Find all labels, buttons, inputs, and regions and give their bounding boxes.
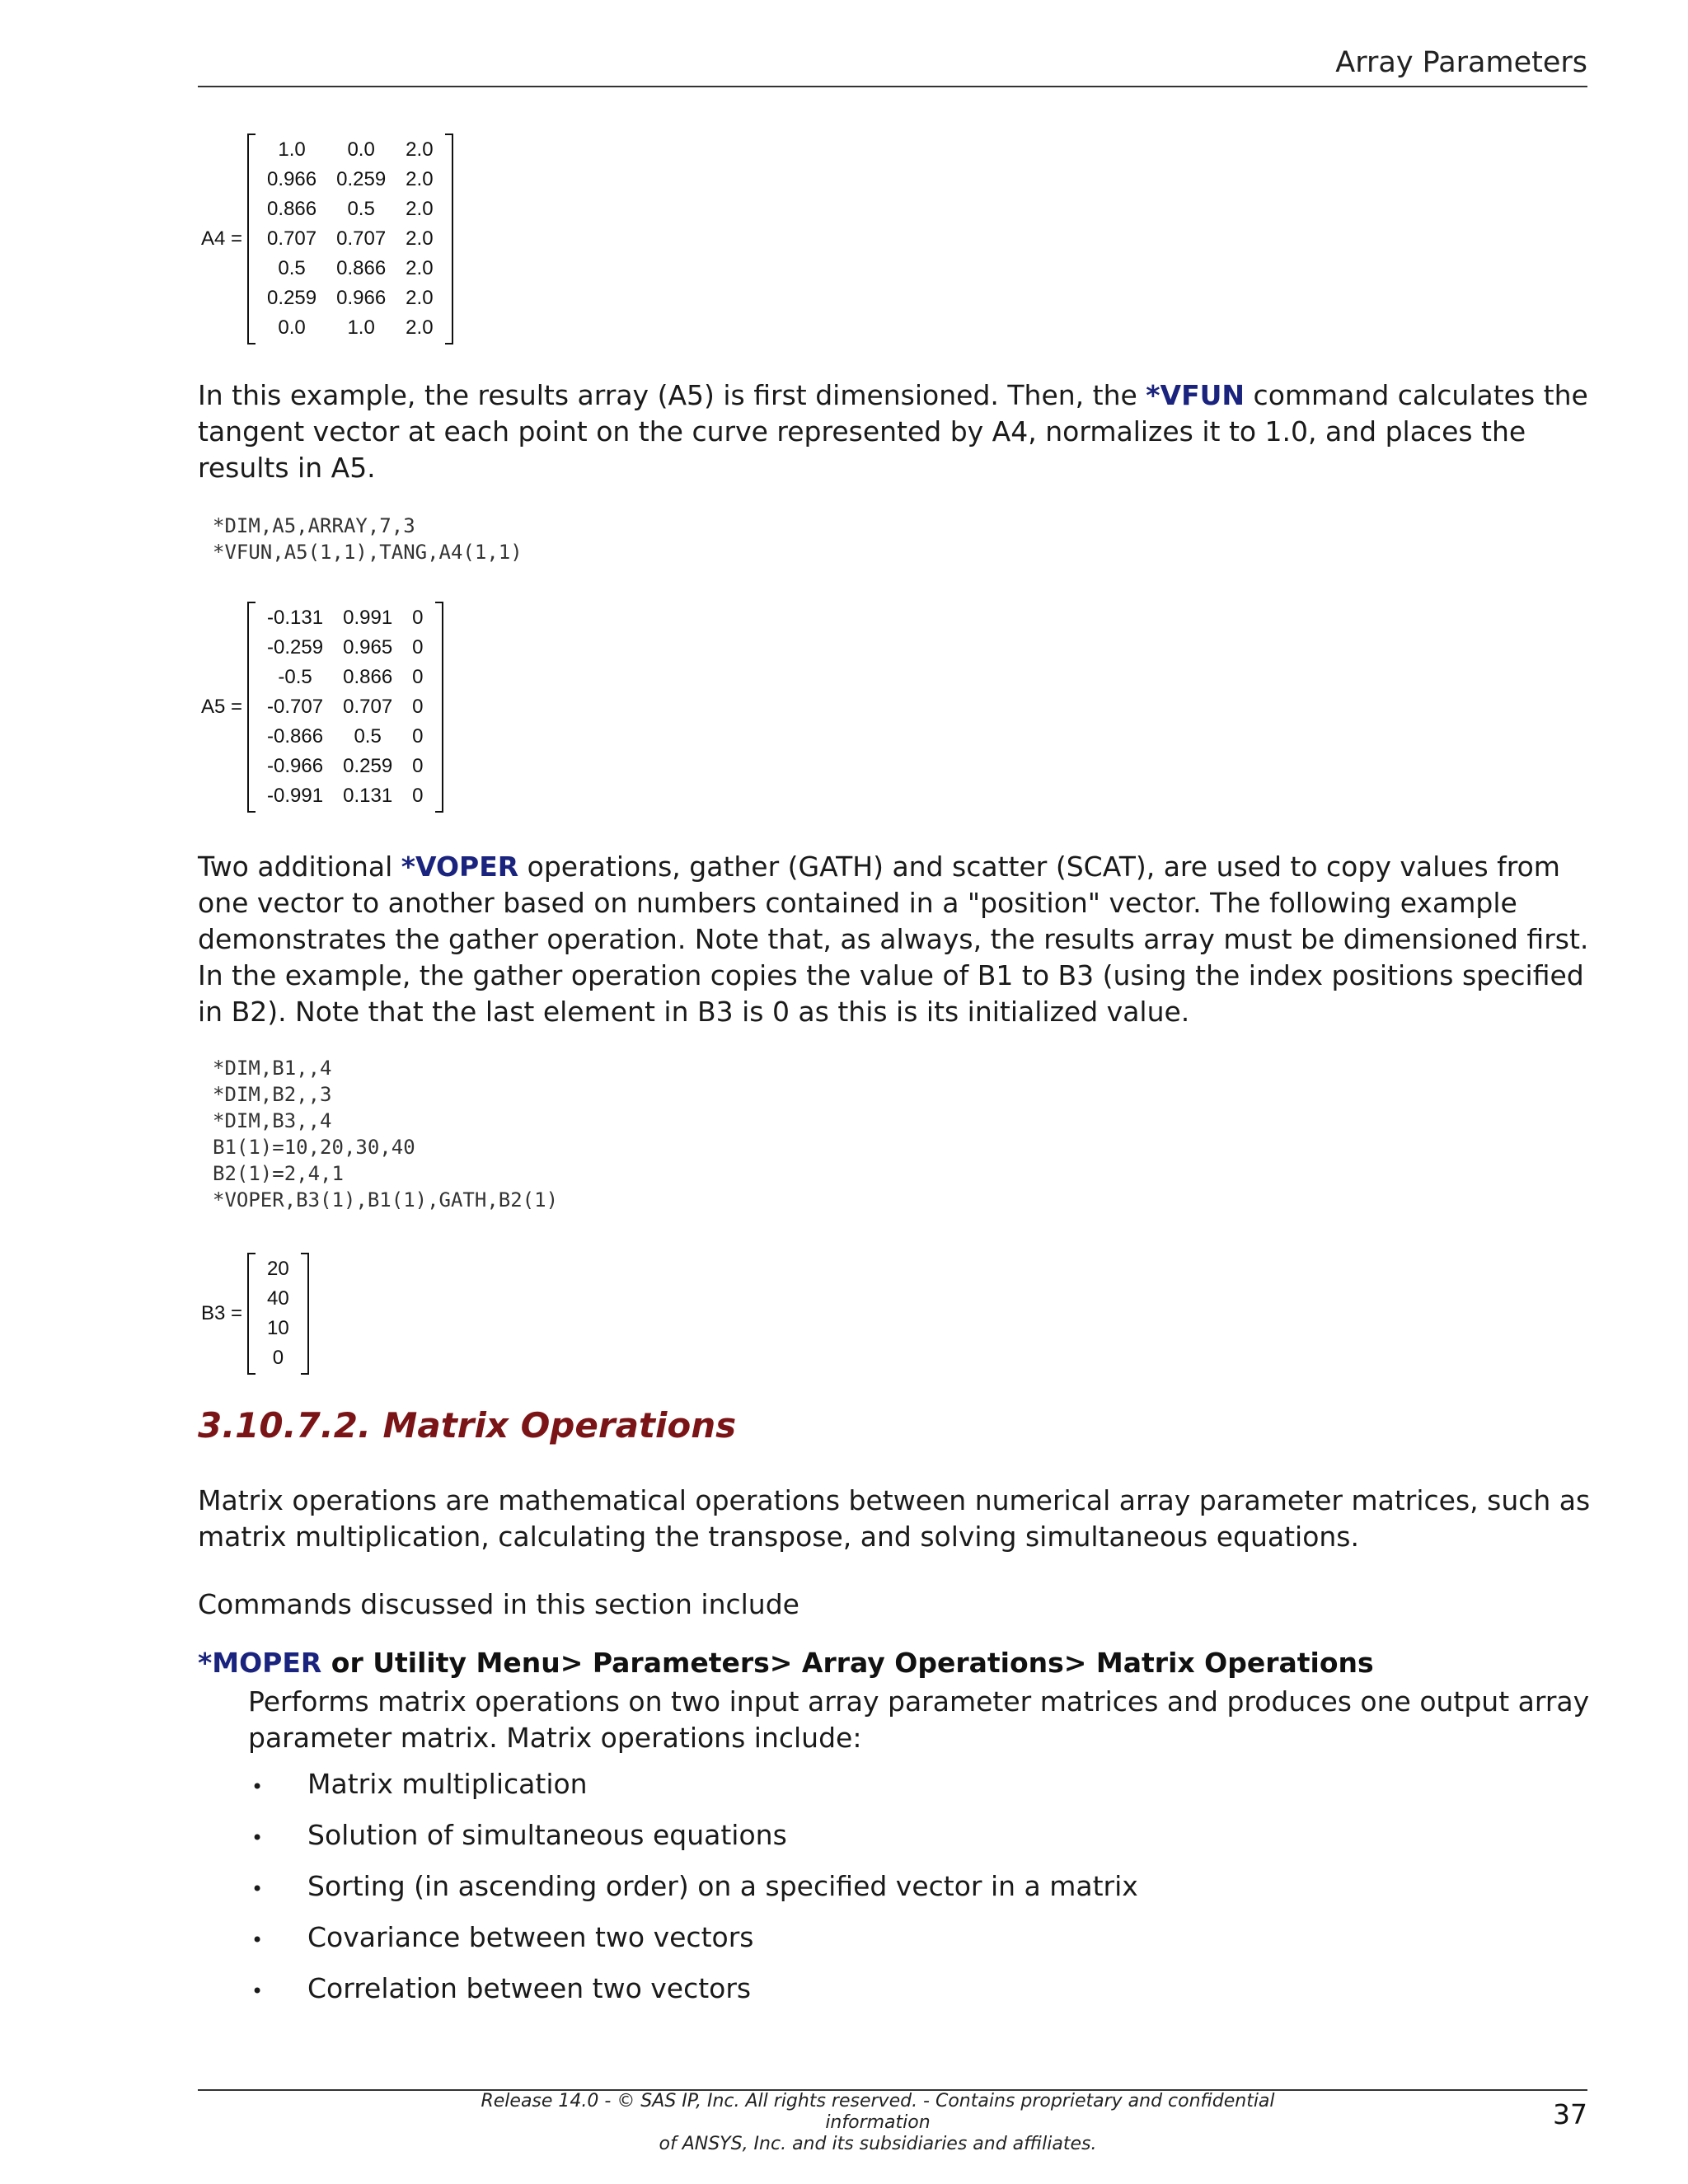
vfun-text-before: In this example, the results array (A5) is first dimensioned. Then, the <box>198 379 1146 411</box>
list-item-text: Covariance between two vectors <box>307 1921 754 1953</box>
list-item-text: Matrix multiplication <box>307 1768 588 1800</box>
matrix-a5-row <box>257 603 433 633</box>
matrix-a4-cell: 2.0 <box>406 257 434 279</box>
list-item-text: Correlation between two vectors <box>307 1972 752 2004</box>
matrix-b3-table <box>257 1254 299 1373</box>
matrix-b3-row <box>257 1343 299 1373</box>
list-item-text: Sorting (in ascending order) on a specified vector in a matrix <box>307 1870 1138 1902</box>
matrix-a4-cell: 0.707 <box>267 227 317 250</box>
matrix-a4-cell: 0.707 <box>336 227 387 250</box>
matrix-a4-row <box>257 254 443 284</box>
paragraph-vfun <box>198 377 1599 486</box>
list-item <box>251 1819 1138 1870</box>
footer-notice <box>462 2091 1294 2155</box>
matrix-a5-cell: 0 <box>412 666 424 688</box>
matrix-a4-cell: 0.259 <box>267 287 317 309</box>
matrix-a5-cell: 0.259 <box>343 755 393 777</box>
matrix-a5-row <box>257 663 433 692</box>
matrix-a5 <box>201 602 443 813</box>
matrix-b3-cell: 0 <box>272 1347 284 1369</box>
matrix-a5-cell: 0.131 <box>343 785 393 807</box>
matrix-a5-brackets <box>247 602 443 813</box>
matrix-a5-cell: 0 <box>412 725 424 748</box>
matrix-a5-cell: -0.991 <box>267 785 324 807</box>
code-block-voper: *DIM,B1,,4 *DIM,B2,,3 *DIM,B3,,4 B1(1)=10,20,30,40 B2(1)=2,4,1 *VOPER,B3(1),B1(1),GATH,B2(1) <box>213 1057 559 1212</box>
matrix-a5-row <box>257 722 433 752</box>
matrix-a4-cell: 2.0 <box>406 168 434 190</box>
voper-command-link[interactable]: *VOPER <box>401 851 519 883</box>
matrix-a4-cell: 0.966 <box>267 168 317 190</box>
definition-body: Performs matrix operations on two input array parameter matrices and produces one output array parameter matrix. Matrix operations include: <box>248 1685 1590 1754</box>
moper-command-link[interactable]: *MOPER <box>198 1647 322 1679</box>
voper-text-before: Two additional <box>198 851 401 883</box>
section-intro: Matrix operations are mathematical operations between numerical array parameter matrices, such as matrix multiplication, calculating the transpose, and solving simultaneous equations. <box>198 1484 1591 1553</box>
definition-term-rest: or Utility Menu> Parameters> Array Operations> Matrix Operations <box>321 1647 1374 1679</box>
matrix-a5-table <box>257 603 433 811</box>
matrix-a5-row <box>257 633 433 663</box>
matrix-a4 <box>201 134 453 344</box>
definition-term <box>198 1647 1374 1679</box>
bullet-icon: • <box>251 1929 264 1952</box>
voper-text-after: operations, gather (GATH) and scatter (SCAT), are used to copy values from one vector to another based on numbers contained in a "position" vector. The following example demonstrates the gather operation. Note that, as always, the results array must be dimensioned first. In the example, the gather operation copies the value of B1 to B3 (using the index positions specified in B2). Note that the last element in B3 is 0 as this is its initialized value. <box>198 851 1589 1028</box>
matrix-a4-cell: 0.5 <box>347 198 375 220</box>
matrix-a4-cell: 2.0 <box>406 227 434 250</box>
matrix-a4-cell: 0.0 <box>278 316 306 339</box>
footer-line-1: Release 14.0 - © SAS IP, Inc. All rights reserved. - Contains proprietary and confidential information <box>481 2091 1275 2133</box>
matrix-a4-row <box>257 135 443 165</box>
section-heading: 3.10.7.2. Matrix Operations <box>198 1405 737 1446</box>
matrix-a5-cell: -0.259 <box>267 636 324 658</box>
matrix-a4-row <box>257 313 443 343</box>
list-item <box>251 1972 1138 2023</box>
commands-intro: Commands discussed in this section include <box>198 1588 799 1620</box>
matrix-a5-cell: 0.707 <box>343 696 393 718</box>
matrix-a4-cell: 1.0 <box>347 316 375 339</box>
matrix-b3-label: B3 = <box>201 1302 243 1324</box>
matrix-a5-row <box>257 692 433 722</box>
matrix-a4-label: A4 = <box>201 227 243 250</box>
matrix-a5-row <box>257 752 433 781</box>
bullet-icon: • <box>251 1826 264 1849</box>
matrix-b3-row <box>257 1314 299 1343</box>
matrix-a5-cell: -0.866 <box>267 725 324 748</box>
matrix-a5-cell: 0 <box>412 785 424 807</box>
code-block-vfun: *DIM,A5,ARRAY,7,3 *VFUN,A5(1,1),TANG,A4(1,1) <box>213 514 523 564</box>
header-rule <box>198 86 1587 87</box>
matrix-a4-row <box>257 284 443 313</box>
matrix-a5-cell: 0.965 <box>343 636 393 658</box>
bullet-icon: • <box>251 1980 264 2003</box>
matrix-a5-cell: 0.991 <box>343 607 393 629</box>
running-header-title: Array Parameters <box>1335 46 1587 79</box>
matrix-b3-cell: 10 <box>267 1317 289 1339</box>
matrix-a5-cell: 0 <box>412 696 424 718</box>
matrix-b3-cell: 20 <box>267 1258 289 1280</box>
matrix-b3-row <box>257 1254 299 1284</box>
matrix-a4-cell: 0.966 <box>336 287 387 309</box>
operations-list <box>251 1768 1138 2023</box>
matrix-a5-cell: -0.131 <box>267 607 324 629</box>
matrix-a4-brackets <box>247 134 453 344</box>
matrix-a4-row <box>257 224 443 254</box>
page-number: 37 <box>1553 2098 1587 2130</box>
bullet-icon: • <box>251 1775 264 1798</box>
matrix-a4-cell: 0.0 <box>347 138 375 161</box>
matrix-b3-brackets <box>247 1253 309 1375</box>
list-item-text: Solution of simultaneous equations <box>307 1819 787 1851</box>
list-item <box>251 1768 1138 1819</box>
matrix-a5-row <box>257 781 433 811</box>
matrix-a4-cell: 2.0 <box>406 316 434 339</box>
matrix-a4-cell: 0.259 <box>336 168 387 190</box>
matrix-a5-cell: -0.966 <box>267 755 324 777</box>
matrix-a5-cell: -0.707 <box>267 696 324 718</box>
vfun-text-after: command calculates the tangent vector at each point on the curve represented by A4, normalizes it to 1.0, and places the results in A5. <box>198 379 1588 484</box>
footer-line-2: of ANSYS, Inc. and its subsidiaries and affiliates. <box>659 2134 1097 2154</box>
matrix-a4-cell: 2.0 <box>406 287 434 309</box>
vfun-command-link[interactable]: *VFUN <box>1146 379 1245 411</box>
matrix-a4-cell: 2.0 <box>406 138 434 161</box>
list-item <box>251 1870 1138 1921</box>
matrix-a5-cell: 0.5 <box>354 725 382 748</box>
bullet-icon: • <box>251 1877 264 1900</box>
matrix-a4-cell: 1.0 <box>278 138 306 161</box>
matrix-a4-row <box>257 194 443 224</box>
matrix-b3-cell: 40 <box>267 1287 289 1310</box>
matrix-a5-cell: 0 <box>412 755 424 777</box>
matrix-a4-cell: 0.866 <box>267 198 317 220</box>
matrix-a5-label: A5 = <box>201 696 243 718</box>
matrix-a5-cell: 0.866 <box>343 666 393 688</box>
matrix-a4-cell: 0.866 <box>336 257 387 279</box>
matrix-a4-cell: 2.0 <box>406 198 434 220</box>
matrix-a5-cell: 0 <box>412 607 424 629</box>
matrix-a4-cell: 0.5 <box>278 257 306 279</box>
matrix-a5-cell: 0 <box>412 636 424 658</box>
matrix-b3-row <box>257 1284 299 1314</box>
paragraph-voper <box>198 849 1599 1030</box>
list-item <box>251 1921 1138 1972</box>
matrix-a4-table <box>257 135 443 343</box>
matrix-b3 <box>201 1253 309 1375</box>
matrix-a5-cell: -0.5 <box>278 666 312 688</box>
matrix-a4-row <box>257 165 443 194</box>
